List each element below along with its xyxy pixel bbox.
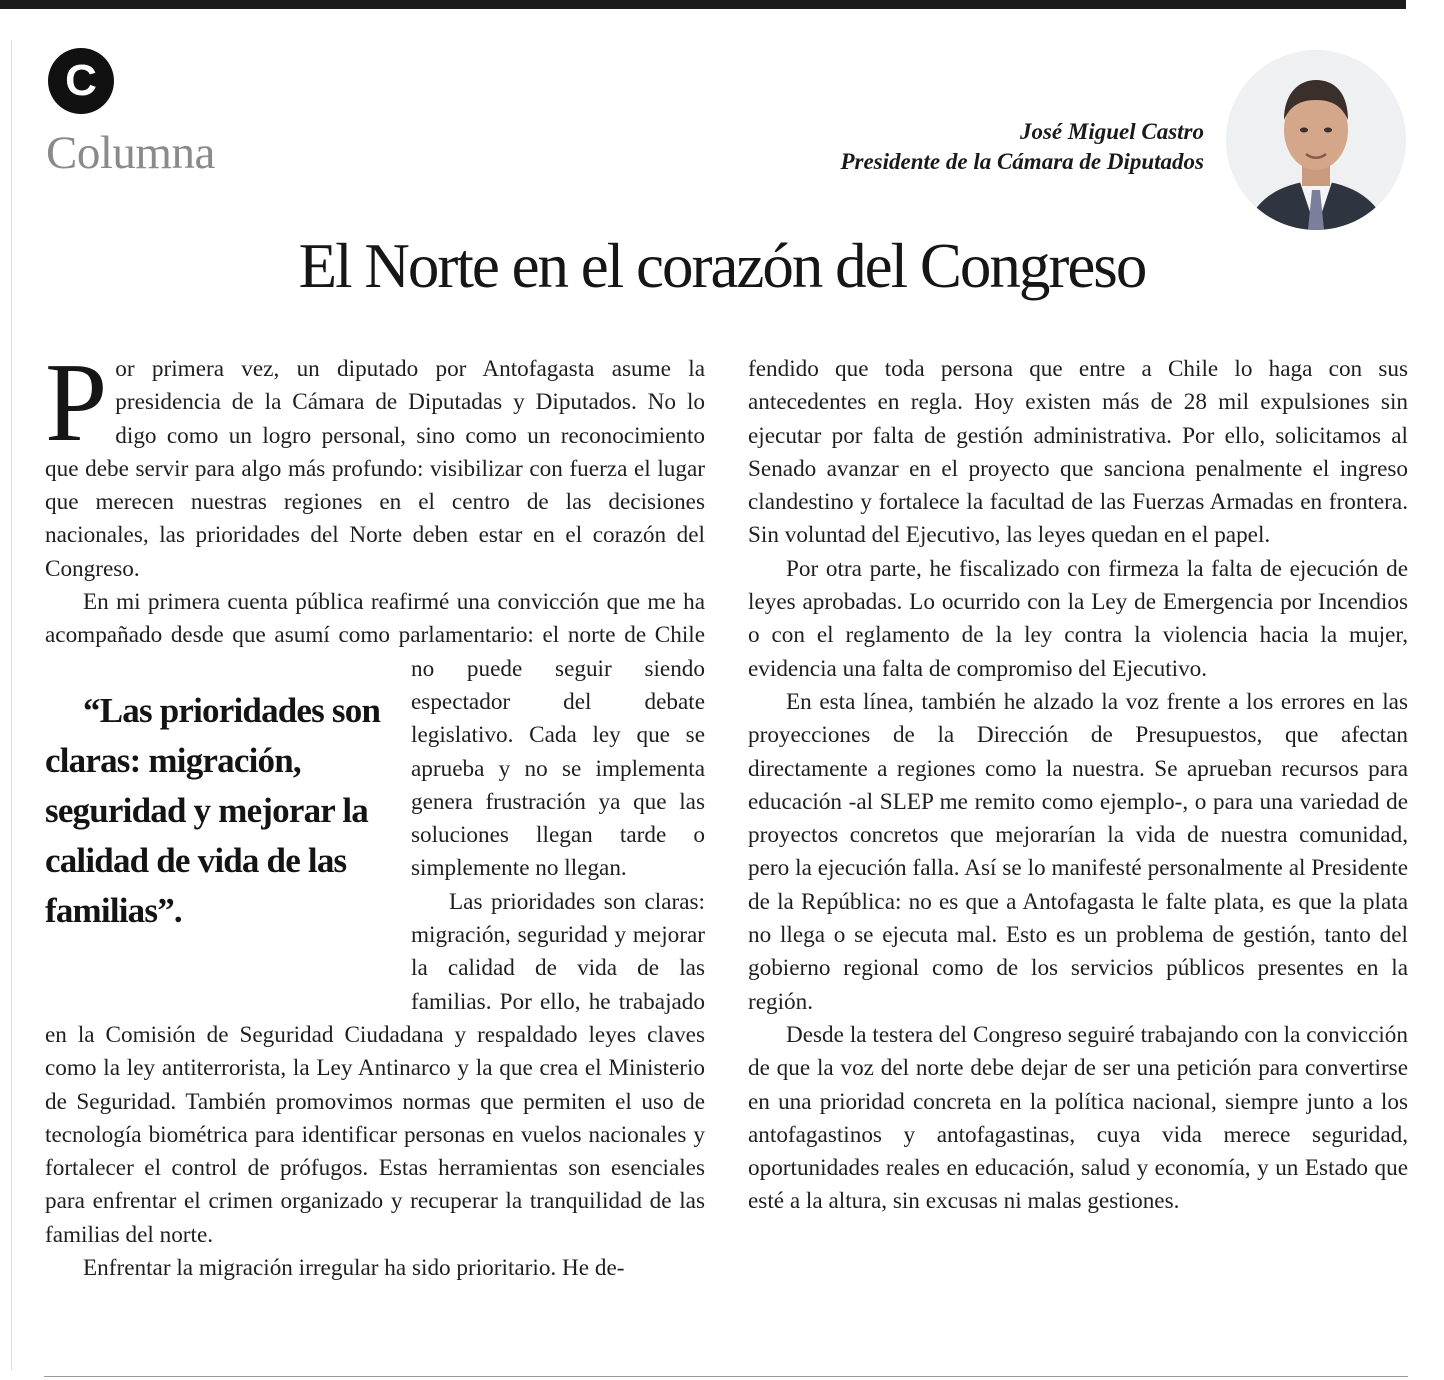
paragraph-2-text: En mi primera cuenta pública reafirmé una convicción que me ha acompañado desde que asumí como parlamentario: el “Las prioridades son claras: migración, seguridad y mejorar la calidad de vida de las familias”. norte de Chile no puede seguir siendo espectador del debate legislativo. Cada ley que se aprueba y no se implementa genera frustración ya que las soluciones llegan tarde o simplemente no llegan. — [45, 589, 705, 881]
byline — [840, 117, 1204, 177]
author-role: Presidente de la Cámara de Diputados — [840, 149, 1204, 174]
author-portrait — [1226, 50, 1406, 230]
section-badge-letter: C — [65, 56, 97, 105]
dropcap: P — [45, 341, 108, 465]
article-column-right — [748, 353, 1408, 1219]
bottom-rule — [44, 1376, 1408, 1377]
pull-quote: “Las prioridades son claras: migración, seguridad y mejorar la calidad de vida de las familias”. — [45, 690, 381, 930]
paragraph-4-continued: fendido que toda persona que entre a Chile lo haga con sus antecedentes en regla. Hoy existen más de 28 mil expulsiones sin ejecutar por falta de gestión administrativa. Por ello, solicitamos al Senado avanzar en el proyecto que sanciona penalmente el ingreso clandestino y fortalece la facultad de las Fuerzas Armadas en frontera. Sin voluntad del Ejecutivo, las leyes quedan en el papel. — [748, 356, 1408, 549]
paragraph-4-start: Enfrentar la migración irregular ha sido prioritario. He de- — [83, 1255, 625, 1282]
paragraph-3-text: Las prioridades son claras: migración, seguridad y mejorar la calidad de vida de las familias. Por ello, he trabajado en la Comisión de Seguridad Ciudadana y respaldado leyes claves como la ley antiterrorista, la Ley Antinarco y la que crea el Ministerio de Seguridad. También promovimos normas que permiten el uso de tecnología biométrica para identificar personas en vuelos nacionales y fortalecer el control de prófugos. Estas herramientas son esenciales para enfrentar el crimen organizado y recuperar la tranquilidad de las familias del norte. — [45, 888, 705, 1248]
section-badge-icon — [48, 48, 114, 114]
headline: El Norte en el corazón del Congreso — [298, 231, 1146, 301]
paragraph-5: Por otra parte, he fiscalizado con firmeza la falta de ejecución de leyes aprobadas. Lo ocurrido con la Ley de Emergencia por Incendios o con el reglamento de la ley contra la violencia hacia la mujer, evidencia una falta de compromiso del Ejecutivo. — [748, 555, 1408, 682]
paragraph-2 — [45, 586, 706, 930]
paragraph-1 — [45, 341, 705, 586]
section-label: Columna — [46, 127, 215, 179]
paragraph-7: Desde la testera del Congreso seguiré trabajando con la convicción de que la voz del norte debe dejar de ser una petición para convertirse en una prioridad concreta en la política nacional, siempre junto a los antofagastinos y antofagastinas, cuya vida merece seguridad, oportunidades reales en educación, salud y economía, y un Estado que esté a la altura, sin excusas ni malas gestiones. — [748, 1021, 1408, 1215]
author-portrait-image — [1226, 50, 1406, 230]
top-bar — [0, 0, 1406, 9]
article-column-left — [45, 341, 706, 1285]
paragraph-1-text: or primera vez, un diputado por Antofagasta asume la presidencia de la Cámara de Diputadas y Diputados. No lo digo como un logro personal, sino como un reconocimiento que debe servir para algo más profundo: visibilizar con fuerza el lugar que merecen nuestras regiones en el centro de las decisiones nacionales, las prioridades del Norte deben estar en el corazón del Congreso. — [45, 356, 705, 582]
author-name: José Miguel Castro — [1019, 119, 1204, 144]
paragraph-6: En esta línea, también he alzado la voz frente a los errores en las proyecciones de la Dirección de Presupuestos, que afectan directamente a regiones como la nuestra. Se aprueban recursos para educación -al SLEP me remito como ejemplo-, o para una variedad de proyectos concretos que mejorarían la vida de nuestra comunidad, pero la ejecución falla. Así se lo manifesté personalmente al Presidente de la República: no es que a Antofagasta le falte plata, es que la plata no llega o se ejecuta mal. Esto es un problema de gestión, tanto del gobierno regional como de los servicios públicos presentes en la región. — [748, 688, 1408, 1015]
